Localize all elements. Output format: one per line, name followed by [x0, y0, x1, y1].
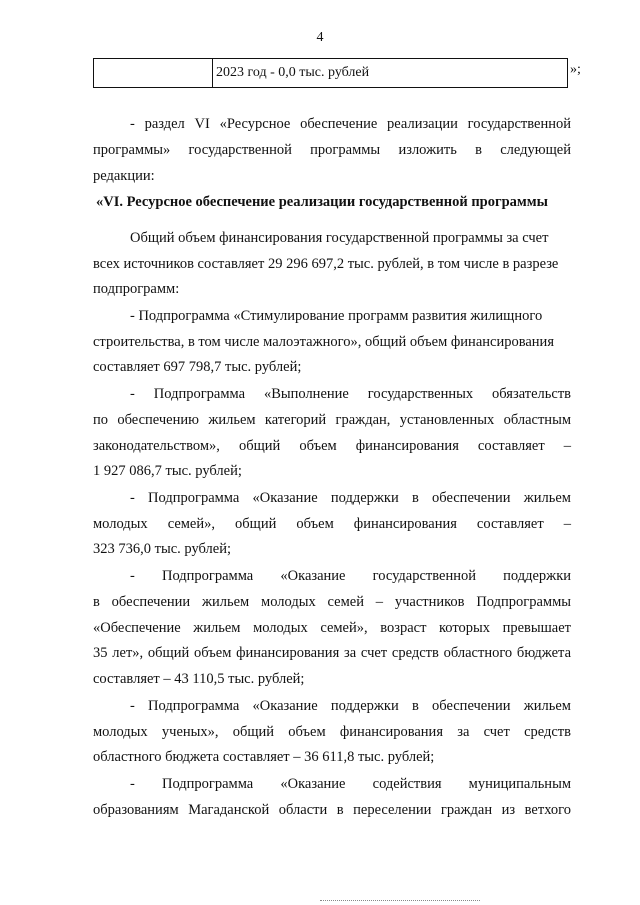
- subprogram-1-line-3: составляет 697 798,7 тыс. рублей;: [93, 359, 302, 375]
- amendment-intro-line-2: программы» государственной программы изложить в следующей: [93, 142, 571, 158]
- subprogram-2-line-4: 1 927 086,7 тыс. рублей;: [93, 463, 242, 479]
- subprogram-4-line-3: «Обеспечение жильем молодых семей», возраст которых превышает: [93, 620, 571, 636]
- table-cell-empty: [94, 59, 213, 87]
- subprogram-1-line-2: строительства, в том числе малоэтажного», общий объем финансирования: [93, 334, 554, 350]
- table-closing-quote: »;: [570, 62, 581, 77]
- table-row: [93, 58, 568, 88]
- subprogram-5-line-1: - Подпрограмма «Оказание поддержки в обеспечении жильем: [130, 698, 571, 714]
- subprogram-6-line-2: образованиям Магаданской области в переселении граждан из ветхого: [93, 802, 571, 818]
- subprogram-2-line-1: - Подпрограмма «Выполнение государственных обязательств: [130, 386, 571, 402]
- total-funding-line-1: Общий объем финансирования государственной программы за счет: [130, 230, 549, 246]
- subprogram-5-line-3: областного бюджета составляет – 36 611,8 тыс. рублей;: [93, 749, 435, 765]
- subprogram-2-line-2: по обеспечению жильем категорий граждан, установленных областным: [93, 412, 571, 428]
- subprogram-6-line-1: - Подпрограмма «Оказание содействия муниципальным: [130, 776, 571, 792]
- total-funding-line-2: всех источников составляет 29 296 697,2 тыс. рублей, в том числе в разрезе: [93, 256, 559, 272]
- subprogram-2-line-3: законодательством», общий объем финансирования составляет –: [93, 438, 571, 454]
- page-footer-mark: [320, 900, 480, 903]
- page-number: 4: [316, 30, 324, 45]
- subprogram-4-line-2: в обеспечении жильем молодых семей – участников Подпрограммы: [93, 594, 571, 610]
- total-funding-line-3: подпрограмм:: [93, 281, 180, 297]
- subprogram-5-line-2: молодых ученых», общий объем финансирования за счет средств: [93, 724, 571, 740]
- subprogram-3-line-1: - Подпрограмма «Оказание поддержки в обеспечении жильем: [130, 490, 571, 506]
- subprogram-3-line-2: молодых семей», общий объем финансирования составляет –: [93, 516, 571, 532]
- subprogram-3-line-3: 323 736,0 тыс. рублей;: [93, 541, 231, 557]
- section-heading: «VI. Ресурсное обеспечение реализации государственной программы: [96, 194, 548, 210]
- table-cell-funding-2023: 2023 год - 0,0 тыс. рублей: [216, 65, 370, 80]
- amendment-intro-line-3: редакции:: [93, 168, 155, 184]
- subprogram-1-line-1: - Подпрограмма «Стимулирование программ развития жилищного: [130, 308, 543, 324]
- subprogram-4-line-1: - Подпрограмма «Оказание государственной поддержки: [130, 568, 571, 584]
- subprogram-4-line-4: 35 лет», общий объем финансирования за счет средств областного бюджета: [93, 645, 571, 661]
- subprogram-4-line-5: составляет – 43 110,5 тыс. рублей;: [93, 671, 305, 687]
- amendment-intro-line-1: - раздел VI «Ресурсное обеспечение реализации государственной: [130, 116, 571, 132]
